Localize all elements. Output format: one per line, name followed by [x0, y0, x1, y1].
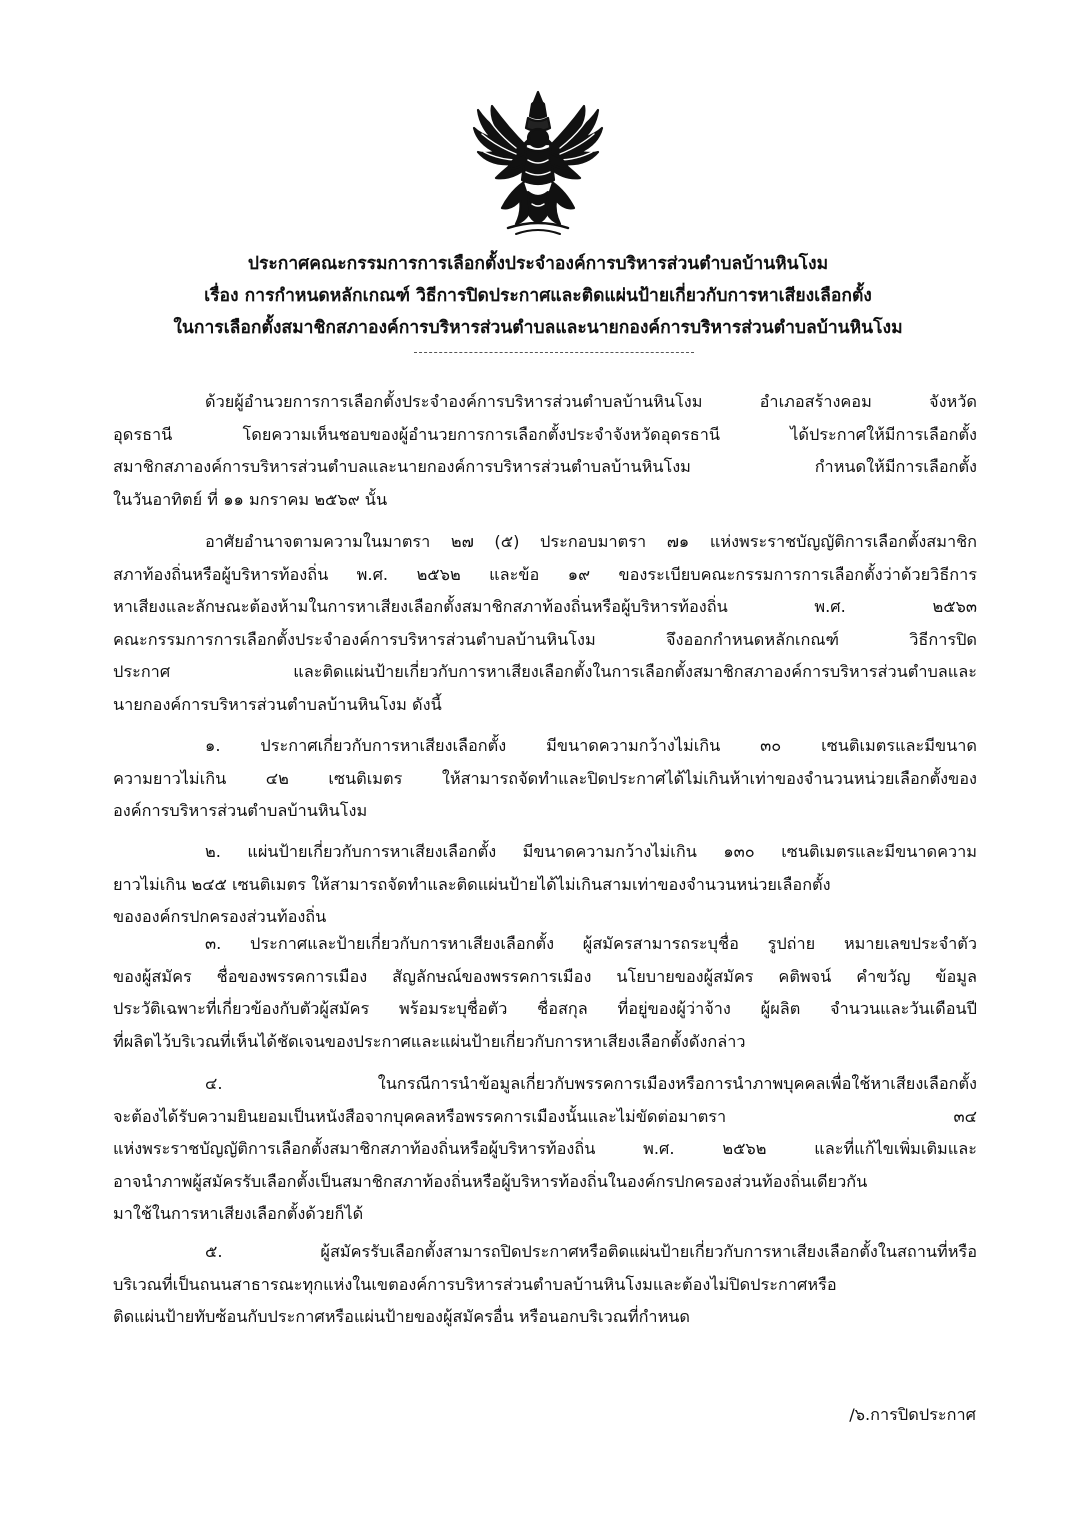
clause-2 — [113, 836, 977, 934]
paragraph-line: อาศัยอำนาจตามความในมาตรา ๒๗ (๕) ประกอบมาตรา ๗๑ แห่งพระราชบัญญัติการเลือกตั้งสมาชิก — [205, 532, 977, 551]
paragraph-line: ในวันอาทิตย์ ที่ ๑๑ มกราคม ๒๕๖๙ นั้น — [113, 489, 388, 509]
paragraph-line: คณะกรรมการการเลือกตั้งประจำองค์การบริหารส่วนตำบลบ้านหินโงม จึงออกกำหนดหลักเกณฑ์ วิธีการปิด — [113, 629, 977, 649]
paragraph-line: หาเสียงและลักษณะต้องห้ามในการหาเสียงเลือกตั้งสมาชิกสภาท้องถิ่นหรือผู้บริหารท้องถิ่น พ.ศ. ๒๕๖๓ — [113, 597, 977, 616]
announcement-subject-continued: ในการเลือกตั้งสมาชิกสภาองค์การบริหารส่วนตำบลและนายกองค์การบริหารส่วนตำบลบ้านหินโงม — [173, 318, 903, 338]
paragraph-line: ยาวไม่เกิน ๒๔๕ เซนติเมตร ให้สามารถจัดทำและติดแผ่นป้ายได้ไม่เกินสามเท่าของจำนวนหน่วยเลือกตั้ง — [113, 874, 831, 894]
paragraph-line: ๑. ประกาศเกี่ยวกับการหาเสียงเลือกตั้ง มีขนาดความกว้างไม่เกิน ๓๐ เซนติเมตรและมีขนาด — [205, 736, 977, 755]
announcement-subject: เรื่อง การกำหนดหลักเกณฑ์ วิธีการปิดประกาศและติดแผ่นป้ายเกี่ยวกับการหาเสียงเลือกตั้ง — [204, 286, 872, 306]
garuda-emblem-icon — [468, 88, 608, 236]
announcement-title: ประกาศคณะกรรมการการเลือกตั้งประจำองค์การบริหารส่วนตำบลบ้านหินโงม — [247, 254, 829, 274]
paragraph-line: ความยาวไม่เกิน ๔๒ เซนติเมตร ให้สามารถจัดทำและปิดประกาศได้ไม่เกินห้าเท่าของจำนวนหน่วยเลือกตั้งของ — [113, 768, 977, 788]
paragraph-line: แห่งพระราชบัญญัติการเลือกตั้งสมาชิกสภาท้องถิ่นหรือผู้บริหารท้องถิ่น พ.ศ. ๒๕๖๒ และที่แก้ไขเพิ่มเติมและ — [113, 1139, 977, 1158]
paragraph-line: อาจนำภาพผู้สมัครรับเลือกตั้งเป็นสมาชิกสภาท้องถิ่นหรือผู้บริหารท้องถิ่นในองค์กรปกครองส่วนท้องถิ่นเดียวกัน — [113, 1171, 868, 1191]
paragraph-line: ประกาศ และติดแผ่นป้ายเกี่ยวกับการหาเสียงเลือกตั้งในการเลือกตั้งสมาชิกสภาองค์การบริหารส่วนตำบลและ — [113, 662, 977, 681]
paragraph-line: มาใช้ในการหาเสียงเลือกตั้งด้วยก็ได้ — [113, 1204, 364, 1223]
clause-3 — [113, 928, 977, 1058]
paragraph-line: องค์การบริหารส่วนตำบลบ้านหินโงม — [113, 801, 368, 820]
paragraph-line: ๒. แผ่นป้ายเกี่ยวกับการหาเสียงเลือกตั้ง มีขนาดความกว้างไม่เกิน ๑๓๐ เซนติเมตรและมีขนาดความ — [205, 842, 977, 861]
clause-4 — [113, 1068, 977, 1231]
paragraph-line: ๓. ประกาศและป้ายเกี่ยวกับการหาเสียงเลือกตั้ง ผู้สมัครสามารถระบุชื่อ รูปถ่าย หมายเลขประจำตัว — [205, 934, 977, 953]
paragraph-line: ๔. ในกรณีการนำข้อมูลเกี่ยวกับพรรคการเมืองหรือการนำภาพบุคคลเพื่อใช้หาเสียงเลือกตั้ง — [205, 1074, 977, 1093]
paragraph-preamble — [113, 386, 977, 516]
clause-5 — [113, 1236, 977, 1334]
paragraph-line: ประวัติเฉพาะที่เกี่ยวข้องกับตัวผู้สมัคร พร้อมระบุชื่อตัว ชื่อสกุล ที่อยู่ของผู้ว่าจ้าง ผู้ผลิต จำนวนและวันเดือนปี — [113, 999, 977, 1018]
paragraph-authority — [113, 526, 977, 721]
continuation-note: /๖.การปิดประกาศ — [849, 1405, 976, 1424]
paragraph-line: ที่ผลิตไว้บริเวณที่เห็นได้ชัดเจนของประกาศและแผ่นป้ายเกี่ยวกับการหาเสียงเลือกตั้งดังกล่าว — [113, 1031, 746, 1051]
clause-1 — [113, 730, 977, 828]
paragraph-line: บริเวณที่เป็นถนนสาธารณะทุกแห่งในเขตองค์การบริหารส่วนตำบลบ้านหินโงมและต้องไม่ปิดประกาศหรือ — [113, 1274, 837, 1294]
paragraph-line: นายกองค์การบริหารส่วนตำบลบ้านหินโงม ดังนี้ — [113, 694, 442, 714]
paragraph-line: สมาชิกสภาองค์การบริหารส่วนตำบลและนายกองค์การบริหารส่วนตำบลบ้านหินโงม กำหนดให้มีการเลือกตั้ง — [113, 457, 977, 476]
paragraph-line: ของผู้สมัคร ชื่อของพรรคการเมือง สัญลักษณ์ของพรรคการเมือง นโยบายของผู้สมัคร คติพจน์ คำขวัญ ข้อมูล — [113, 966, 977, 986]
paragraph-line: ขององค์กรปกครองส่วนท้องถิ่น — [113, 907, 327, 926]
paragraph-line: จะต้องได้รับความยินยอมเป็นหนังสือจากบุคคลหรือพรรคการเมืองนั้นและไม่ขัดต่อมาตรา ๓๔ — [113, 1106, 977, 1126]
paragraph-line: ด้วยผู้อำนวยการการเลือกตั้งประจำองค์การบริหารส่วนตำบลบ้านหินโงม อำเภอสร้างคอม จังหวัด — [205, 392, 977, 411]
paragraph-line: อุดรธานี โดยความเห็นชอบของผู้อำนวยการการเลือกตั้งประจำจังหวัดอุดรธานี ได้ประกาศให้มีการเลือกตั้ง — [113, 424, 977, 444]
paragraph-line: ติดแผ่นป้ายทับซ้อนกับประกาศหรือแผ่นป้ายของผู้สมัครอื่น หรือนอกบริเวณที่กำหนด — [113, 1307, 691, 1326]
paragraph-line: สภาท้องถิ่นหรือผู้บริหารท้องถิ่น พ.ศ. ๒๕๖๒ และข้อ ๑๙ ของระเบียบคณะกรรมการการเลือกตั้งว่าด้วยวิธีการ — [113, 564, 977, 584]
title-separator — [414, 352, 694, 353]
paragraph-line: ๕. ผู้สมัครรับเลือกตั้งสามารถปิดประกาศหรือติดแผ่นป้ายเกี่ยวกับการหาเสียงเลือกตั้งในสถานที่หรือ — [205, 1242, 977, 1261]
